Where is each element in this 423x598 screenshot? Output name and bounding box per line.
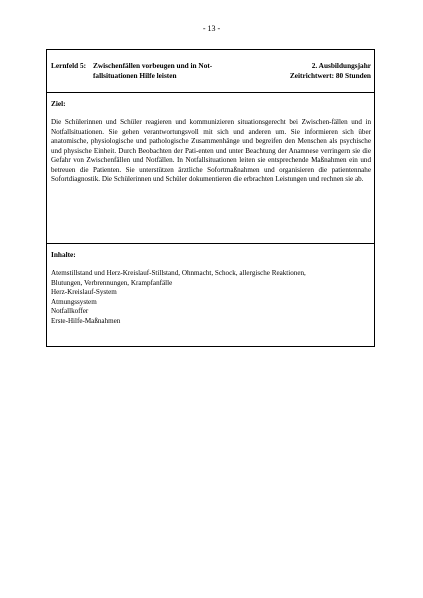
lernfeld-title: Zwischenfällen vorbeugen und in Not-fallsituationen Hilfe leisten [93,61,213,80]
lernfeld-header [47,50,374,92]
lernfeld-number: Lernfeld 5: [51,61,87,70]
curriculum-table [46,49,375,347]
inhalte-heading: Inhalte: [51,250,76,259]
list-item: Atemstillstand und Herz-Kreislauf-Stillstand, Ohnmacht, Schock, allergische Reaktionen, [51,269,306,277]
list-item: Atmungssystem [51,297,97,306]
ziel-section [47,92,374,243]
training-year: 2. Ausbildungsjahr [311,61,371,70]
lernfeld-meta [290,61,371,80]
inhalte-section [47,243,374,346]
ziel-text: Die Schülerinnen und Schüler reagieren und kommunizieren situationsgerecht bei Zwischen-fällen und in Notfallsituationen. Sie gehen verantwortungsvoll mit sich und anderen um. Sie informieren sich über anatomische, physiologische und pathologische Zusammenhänge und begreifen den Menschen als psychische und physische Einheit. Durch Beobachten der Pati-enten und unter Beachtung der Anamnese verringern sie die Gefahr von Zwischenfällen und Notfällen. In Notfallsituationen leiten sie entsprechende Maßnahmen ein und betreuen die Patienten. Sie unterstützen ärztliche Sofortmaßnahmen und organisieren die patientennahe Sofortdiagnostik. Die Schülerinnen und Schüler dokumentieren die erbrachten Leistungen und rechnen sie ab. [51,118,371,183]
inhalte-list [51,269,371,326]
list-item: Herz-Kreislauf-System [51,288,117,296]
list-item: Notfallkoffer [51,307,89,315]
page-number: - 13 - [202,24,221,33]
list-item: Erste-Hilfe-Maßnahmen [51,316,121,325]
time-guideline: Zeitrichtwert: 80 Stunden [289,70,371,80]
list-item: Blutungen, Verbrennungen, Krampfanfälle [51,278,173,287]
ziel-heading: Ziel: [51,99,66,108]
